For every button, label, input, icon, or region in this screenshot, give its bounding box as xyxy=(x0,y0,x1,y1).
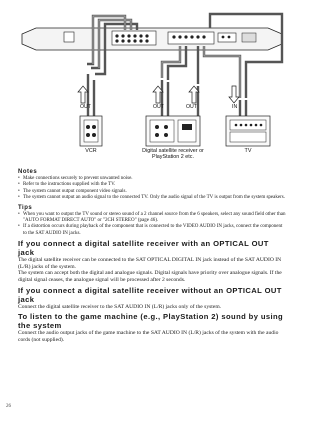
connection-diagram xyxy=(0,0,300,166)
satellite-out-label: OUT xyxy=(153,104,164,110)
notes-heading: Notes xyxy=(18,169,38,175)
satellite-jack-panel xyxy=(146,116,200,146)
section-paragraph: The system can accept both the digital and analogue signals. Digital signals have priority over analogue signals. If the digital signal ceases, the analogue signal will be processed after 2 seconds. xyxy=(18,270,282,284)
note-item: • The system cannot output component video signals. xyxy=(18,189,286,195)
satellite-receiver-label xyxy=(130,149,216,160)
section-paragraph: Connect the digital satellite receiver to the SAT AUDIO IN (L/R) jacks only of the system. xyxy=(18,303,222,310)
page-number: 26 xyxy=(6,404,11,409)
satellite-receiver-label-line1: Digital satellite receiver or xyxy=(142,148,204,154)
connection-diagram-art xyxy=(0,0,300,166)
vcr-jack-panel xyxy=(80,116,102,146)
satellite-out-label-2: OUT xyxy=(186,104,197,110)
note-item: • The system cannot output an audio signal to the connected TV. Only the audio signal of the TV is output from the system speakers. xyxy=(18,195,286,201)
note-item: • Make connections securely to prevent unwanted noise. xyxy=(18,176,286,182)
tip-item: • If a distortion occurs during playback of the component that is connected to the VIDEO AUDIO IN jacks, connect the component to the SAT AUDIO IN jacks. xyxy=(18,224,286,237)
notes-list xyxy=(18,176,286,202)
section-paragraph: Connect the audio output jacks of the game machine to the SAT AUDIO IN (L/R) jacks of the system with the audio cords (not supplied). xyxy=(18,330,279,343)
signal-arrows xyxy=(78,86,239,103)
section-heading-optical-out: If you connect a digital satellite receiver with an OPTICAL OUT jack xyxy=(18,239,269,258)
section-heading-game-machine: To listen to the game machine (e.g., PlayStation 2) sound by using the system xyxy=(18,312,284,331)
tv-in-label: IN xyxy=(232,104,238,110)
tv-label: TV xyxy=(244,148,252,154)
vcr-out-label: OUT xyxy=(80,104,91,110)
main-unit xyxy=(22,28,282,50)
tv-jack-panel xyxy=(226,116,270,146)
tips-list xyxy=(18,212,286,238)
section-heading-no-optical-out: If you connect a digital satellite receiver without an OPTICAL OUT jack xyxy=(18,285,282,304)
instructions-text xyxy=(18,168,286,343)
vcr-label: VCR xyxy=(85,148,97,154)
satellite-receiver-label-line2: PlayStation 2 etc. xyxy=(152,153,194,160)
tips-heading: Tips xyxy=(18,204,33,211)
note-item: • Refer to the instructions supplied with the TV. xyxy=(18,182,286,188)
section-paragraph: The digital satellite receiver can be connected to the SAT OPTICAL DIGITAL IN jack instead of the SAT AUDIO IN (L/R) jacks of the system. xyxy=(18,257,282,270)
tip-item: • When you want to output the TV sound or stereo sound of a 2 channel source from the 6 speakers, select any sound field other than "AUTO FORMAT DIRECT AUTO" or "2CH STEREO" (page 46). xyxy=(18,212,286,225)
